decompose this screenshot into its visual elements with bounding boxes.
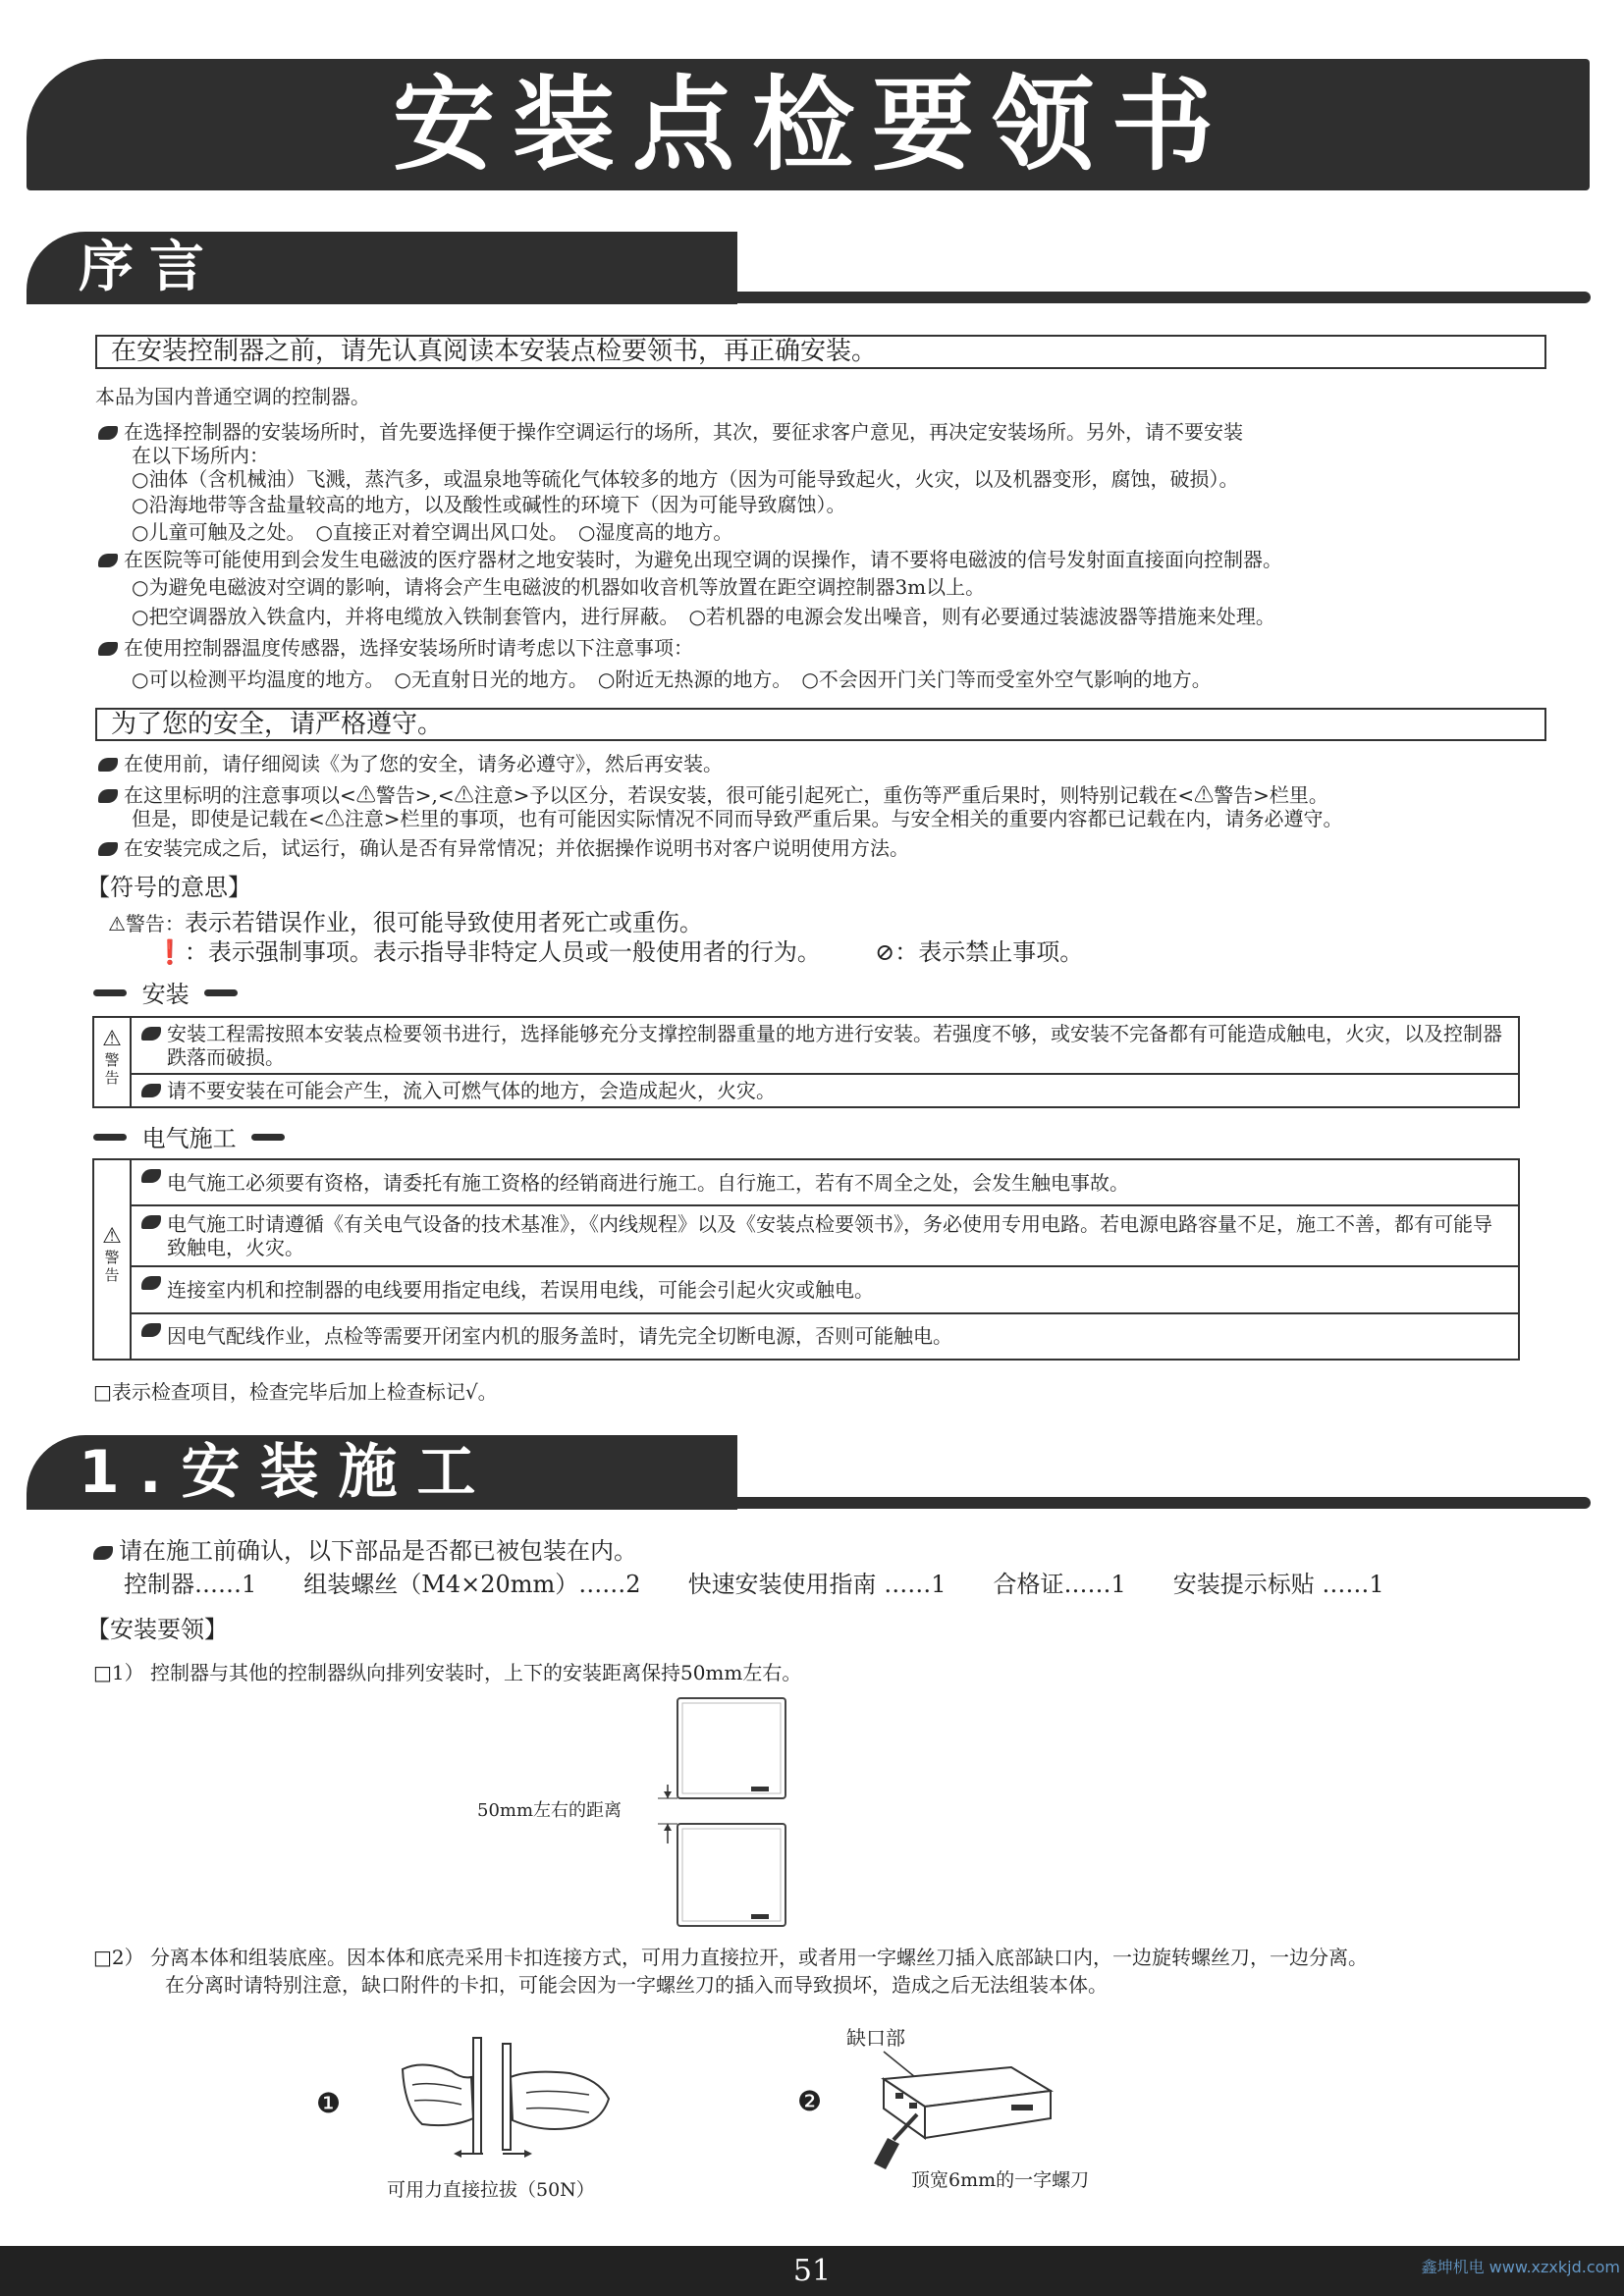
distance-label: 50mm左右的距离 <box>477 1800 623 1821</box>
warning-icon: ⚠警告： <box>108 912 185 935</box>
warning-icon: ⚠ <box>102 1027 122 1051</box>
bullet-icon <box>141 1215 161 1229</box>
safety-3 <box>98 836 909 860</box>
confirm-text: 请在施工前确认，以下部品是否都已被包装在内。 <box>119 1537 637 1565</box>
warning-row-text: 请不要安装在可能会产生，流入可燃气体的地方，会造成起火，火灾。 <box>167 1079 776 1102</box>
warning-column <box>94 1160 132 1359</box>
part-item: 合格证……1 <box>993 1571 1126 1598</box>
figure-2-caption: 顶宽6mm的一字螺刀 <box>911 2169 1090 2191</box>
symbol-warning <box>108 909 703 937</box>
warning-row <box>132 1018 1518 1075</box>
preface-rule <box>727 292 1591 303</box>
safety-2b: 但是，即使是记载在<⚠注意>栏里的事项，也有可能因实际情况不同而导致严重后果。与安全相关的重要内容都已记载在内，请务必遵守。 <box>132 807 1343 830</box>
warning-label: 警告 <box>104 1051 120 1087</box>
bullet-icon <box>98 789 118 803</box>
pull-apart-figure <box>393 2030 619 2167</box>
figure-1-caption: 可用力直接拉拔（50N） <box>387 2179 595 2201</box>
screwdriver-icon <box>874 2138 899 2169</box>
figure-1-number: ❶ <box>316 2087 342 2119</box>
bullet-icon <box>98 554 118 567</box>
safety-1-text: 在使用前，请仔细阅读《为了您的安全，请务必遵守》，然后再安装。 <box>124 752 723 775</box>
para-3 <box>98 636 693 660</box>
para-1-text: 在选择控制器的安装场所时，首先要选择便于操作空调运行的场所，其次，要征求客户意见，再决定安装场所。另外，请不要安装 <box>124 420 1243 444</box>
install-label <box>93 981 238 1008</box>
parts-list <box>124 1571 1384 1598</box>
bullet-icon <box>98 758 118 772</box>
symbol-warning-text: 表示若错误作业，很可能导致使用者死亡或重伤。 <box>184 909 703 936</box>
symbol-forbid-text: ⊘：表示禁止事项。 <box>875 938 1084 966</box>
notice-box: 在安装控制器之前，请先认真阅读本安装点检要领书，再正确安装。 <box>95 335 1546 369</box>
warning-row-text: 安装工程需按照本安装点检要领书进行，选择能够充分支撑控制器重量的地方进行安装。若强度不够，或安装不完备都有可能造成触电，火灾，以及控制器跌落而破损。 <box>167 1022 1502 1069</box>
install-warning-table <box>92 1016 1520 1108</box>
confirm-line <box>93 1537 637 1565</box>
check-note: □表示检查项目，检查完毕后加上检查标记√。 <box>93 1380 498 1404</box>
controller-upper <box>677 1698 785 1798</box>
para-3-text: 在使用控制器温度传感器，选择安装场所时请考虑以下注意事项： <box>124 636 693 660</box>
safety-1 <box>98 752 723 775</box>
step-2b: 在分离时请特别注意，缺口附件的卡扣，可能会因为一字螺丝刀的插入而导致损坏，造成之后无法组装本体。 <box>165 1973 1108 1997</box>
dash-icon <box>251 1134 285 1141</box>
dash-icon <box>93 989 127 996</box>
warning-row <box>132 1206 1518 1267</box>
page-title: 安装点检要领书 <box>392 65 1231 185</box>
symbol-heading: 【符号的意思】 <box>86 874 251 901</box>
para-1b: 在以下场所内： <box>132 444 269 467</box>
para-2-o2: ○把空调器放入铁盒内，并将电缆放入铁制套管内，进行屏蔽。 ○若机器的电源会发出噪音，则有必要通过装滤波器等措施来处理。 <box>132 605 1275 628</box>
preface-heading: 序言 <box>79 236 220 299</box>
elec-rows <box>132 1160 1518 1359</box>
warning-row <box>132 1160 1518 1206</box>
intro-text: 本品为国内普通空调的控制器。 <box>95 385 370 408</box>
bullet-icon <box>141 1027 161 1041</box>
bullet-icon <box>141 1169 161 1183</box>
elec-label-text: 电气施工 <box>141 1125 237 1152</box>
controller-lower <box>677 1824 785 1926</box>
warning-icon: ⚠ <box>102 1224 122 1249</box>
warning-column <box>94 1018 132 1106</box>
install-rows <box>132 1018 1518 1106</box>
elec-label <box>93 1125 285 1152</box>
safety-2-text: 在这里标明的注意事项以<⚠警告>,<⚠注意>予以区分，若误安装，很可能引起死亡，重伤等严重后果时，则特别记载在<⚠警告>栏里。 <box>124 783 1328 807</box>
elec-warning-table <box>92 1158 1520 1361</box>
safety-2 <box>98 783 1328 807</box>
screwdriver-figure <box>844 2048 1070 2175</box>
para-2-text: 在医院等可能使用到会发生电磁波的医疗器材之地安装时，为避免出现空调的误操作，请不要将电磁波的信号发射面直接面向控制器。 <box>124 548 1282 571</box>
warning-row <box>132 1075 1518 1106</box>
para-1-o2: ○沿海地带等含盐量较高的地方，以及酸性或碱性的环境下（因为可能导致腐蚀）。 <box>132 493 846 516</box>
warning-label: 警告 <box>104 1249 120 1284</box>
section1-rule <box>727 1497 1591 1509</box>
figure-2-notch-label: 缺口部 <box>846 2026 905 2050</box>
warning-row-text: 因电气配线作业，点检等需要开闭室内机的服务盖时，请先完全切断电源，否则可能触电。 <box>167 1324 952 1349</box>
figure-2-number: ❷ <box>797 2085 823 2117</box>
warning-row-text: 电气施工时请遵循《有关电气设备的技术基准》，《内线规程》以及《安装点检要领书》，务必使用专用电路。若电源电路容量不足，施工不善，都有可能导致触电，火灾。 <box>167 1212 1492 1260</box>
key-heading: 【安装要领】 <box>86 1616 228 1643</box>
bullet-icon <box>141 1323 161 1337</box>
part-item: 快速安装使用指南 ……1 <box>687 1571 947 1598</box>
symbol-force-text: ❗：表示强制事项。表示指导非特定人员或一般使用者的行为。 <box>155 938 821 966</box>
left-hand <box>403 2064 473 2125</box>
safety-box: 为了您的安全，请严格遵守。 <box>95 708 1546 741</box>
safety-3-text: 在安装完成之后，试运行，确认是否有异常情况；并依据操作说明书对客户说明使用方法。 <box>124 836 909 860</box>
page-number: 51 <box>792 2254 832 2288</box>
watermark: 鑫坤机电 www.xzxkjd.com <box>1421 2258 1620 2276</box>
dash-icon <box>204 989 238 996</box>
para-1-o3: ○儿童可触及之处。 ○直接正对着空调出风口处。 ○湿度高的地方。 <box>132 520 733 544</box>
part-item: 安装提示标贴 ……1 <box>1172 1571 1384 1598</box>
warning-row-text: 连接室内机和控制器的电线要用指定电线，若误用电线，可能会引起火灾或触电。 <box>167 1278 874 1303</box>
para-2-o1: ○为避免电磁波对空调的影响，请将会产生电磁波的机器如收音机等放置在距空调控制器3m以上。 <box>132 575 986 599</box>
warning-row <box>132 1267 1518 1313</box>
para-3-o1: ○可以检测平均温度的地方。 ○无直射日光的地方。 ○附近无热源的地方。 ○不会因开门关门等而受室外空气影响的地方。 <box>132 667 1212 691</box>
step-2: □2） 分离本体和组装底座。因本体和底壳采用卡扣连接方式，可用力直接拉开，或者用一字螺丝刀插入底部缺口内，一边旋转螺丝刀，一边分离。 <box>93 1946 1368 1969</box>
warning-row <box>132 1314 1518 1359</box>
warning-row-text: 电气施工必须要有资格，请委托有施工资格的经销商进行施工。自行施工，若有不周全之处，会发生触电事故。 <box>167 1170 1129 1195</box>
bullet-icon <box>141 1276 161 1290</box>
para-2 <box>98 548 1282 571</box>
right-hand <box>511 2072 609 2129</box>
para-1-o1: ○油体（含机械油）飞溅，蒸汽多，或温泉地等硫化气体较多的地方（因为可能导致起火，火灾，以及机器变形，腐蚀，破损）。 <box>132 467 1239 491</box>
section1-heading: 1.安装施工 <box>79 1438 496 1507</box>
para-1 <box>98 420 1243 444</box>
step-1: □1） 控制器与其他的控制器纵向排列安装时，上下的安装距离保持50mm左右。 <box>93 1661 802 1684</box>
part-item: 组装螺丝（M4×20mm）……2 <box>303 1571 641 1598</box>
bullet-icon <box>98 426 118 440</box>
bullet-icon <box>93 1546 113 1560</box>
part-item: 控制器……1 <box>124 1571 257 1598</box>
install-label-text: 安装 <box>141 981 189 1008</box>
bullet-icon <box>98 642 118 656</box>
bullet-icon <box>98 842 118 856</box>
bullet-icon <box>141 1084 161 1097</box>
symbol-force <box>155 938 1083 966</box>
dash-icon <box>93 1134 127 1141</box>
